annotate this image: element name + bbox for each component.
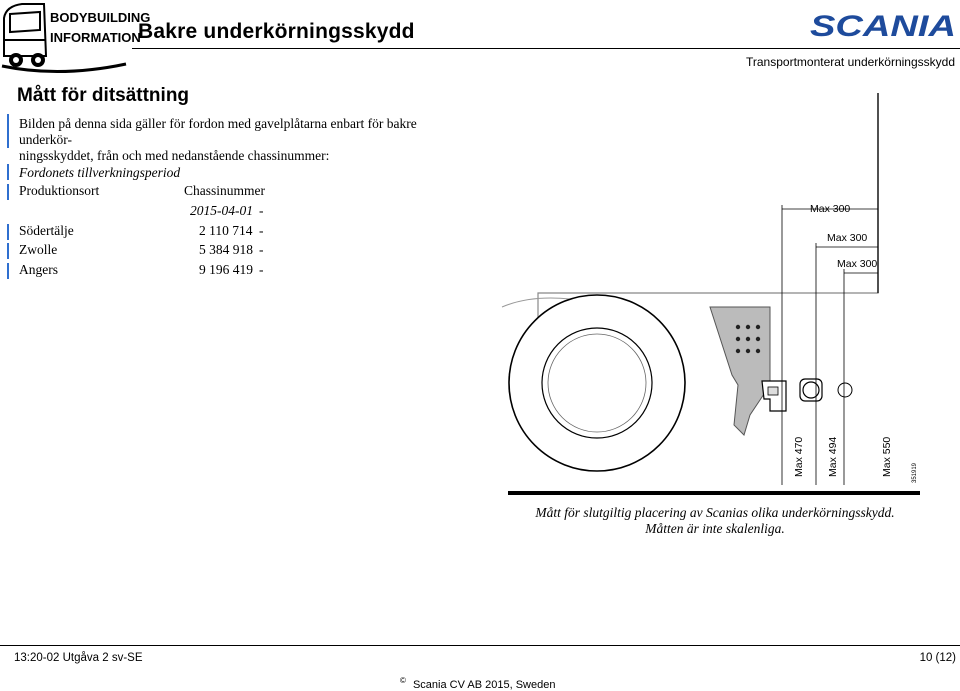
revision-bar <box>7 164 9 180</box>
wheel-graphic <box>509 295 685 471</box>
production-place-angers: Angers <box>19 262 58 277</box>
revision-bar <box>7 224 9 240</box>
section-heading: Mått för ditsättning <box>17 85 190 106</box>
revision-bar <box>7 114 9 148</box>
intro-text <box>19 116 459 164</box>
chassis-number-zwolle: 5 384 918 <box>199 242 253 257</box>
underrun-bar-profiles <box>762 379 852 411</box>
start-date: 2015-04-01 <box>190 203 253 218</box>
dim-label-v2: Max 494 <box>827 436 839 477</box>
production-period-label: Fordonets tillverkningsperiod <box>19 165 181 180</box>
production-place-sodertalje: Södertälje <box>19 223 74 238</box>
revision-bar <box>7 184 9 200</box>
range-dash: - <box>259 242 264 257</box>
footer-divider <box>0 645 960 646</box>
intro-line-1: Bilden på denna sida gäller för fordon med gavelplåtarna enbart för bakre underkör- <box>19 116 417 147</box>
column-header-chassis-number: Chassinummer <box>184 183 265 198</box>
header-subtitle: Transportmonterat underkörningsskydd <box>746 55 955 69</box>
header-divider <box>132 48 960 49</box>
logo-text-line1: BODYBUILDING <box>50 10 151 25</box>
caption-line-1: Mått för slutgiltig placering av Scanias olika underkörningsskydd. <box>535 505 895 520</box>
range-dash: - <box>259 223 264 238</box>
chassis-number-angers: 9 196 419 <box>199 262 253 277</box>
revision-bar <box>7 263 9 279</box>
revision-bar <box>7 243 9 259</box>
copyright-text: Scania CV AB 2015, Sweden <box>412 678 556 691</box>
dim-label-h3: Max 300 <box>837 258 878 270</box>
bodybuilding-information-logo <box>0 0 151 76</box>
scania-logo <box>810 10 958 43</box>
dim-label-h1: Max 300 <box>810 203 851 215</box>
logo-text-line2: INFORMATION <box>50 30 141 45</box>
dim-label-h2: Max 300 <box>827 232 868 244</box>
page-number: 10 (12) <box>919 652 956 664</box>
underrun-protection-drawing <box>470 85 960 505</box>
intro-line-2: ningsskyddet, från och med nedanstående chassinummer: <box>19 148 330 163</box>
range-dash: - <box>259 203 264 218</box>
page-title: Bakre underkörningsskydd <box>138 20 415 43</box>
dim-label-v3: Max 550 <box>881 436 893 477</box>
chassis-number-sodertalje: 2 110 714 <box>199 223 253 238</box>
drawing-caption <box>470 505 960 537</box>
copyright-notice <box>400 676 555 691</box>
drawing-reference-number: 351919 <box>912 462 918 483</box>
document-issue: 13:20-02 Utgåva 2 sv-SE <box>14 652 143 664</box>
ground-line <box>508 491 920 495</box>
copyright-symbol: © <box>400 676 406 685</box>
production-place-zwolle: Zwolle <box>19 242 58 257</box>
brand-wordmark: SCANIA <box>810 10 956 43</box>
caption-line-2: Måtten är inte skalenliga. <box>645 521 785 536</box>
column-header-production-place: Produktionsort <box>19 183 100 198</box>
dim-label-v1: Max 470 <box>793 436 805 477</box>
range-dash: - <box>259 262 264 277</box>
